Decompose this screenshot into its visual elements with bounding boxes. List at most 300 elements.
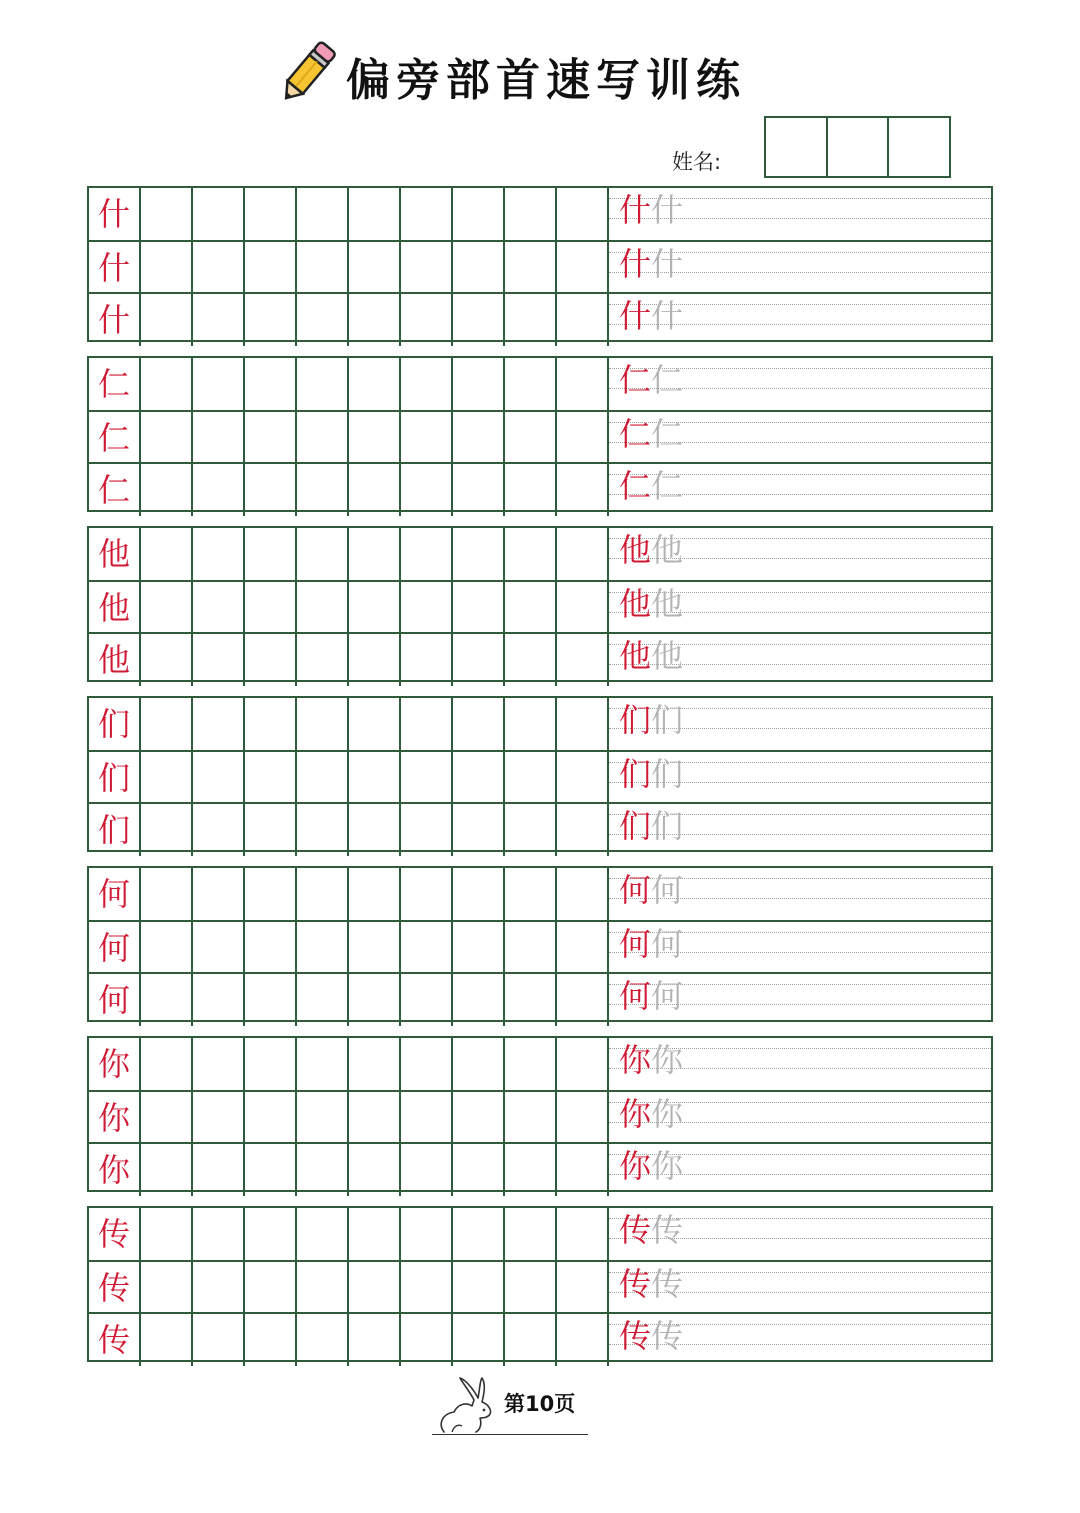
trace-chars [619,415,684,453]
trace-chars [619,361,684,399]
char-block [87,1206,993,1362]
writing-cell[interactable] [193,804,245,856]
writing-cell[interactable] [141,974,193,1026]
writing-cell[interactable] [297,1314,349,1366]
writing-cell[interactable] [557,582,609,634]
example-char: 他 [619,585,652,623]
writing-cell[interactable] [297,464,349,516]
writing-cell[interactable] [349,412,401,464]
writing-cell[interactable] [401,698,453,750]
trace-chars [619,871,684,909]
writing-cell[interactable] [401,242,453,294]
lined-writing-area[interactable] [607,412,991,464]
trace-char: 们 [651,755,684,793]
writing-cell[interactable] [401,528,453,580]
writing-cell[interactable] [193,698,245,750]
writing-cell[interactable] [245,974,297,1026]
writing-cell[interactable] [453,582,505,634]
writing-cell[interactable] [245,804,297,856]
writing-cell[interactable] [505,242,557,294]
writing-cell[interactable] [141,294,193,346]
writing-cell[interactable] [349,1262,401,1314]
writing-cell[interactable] [297,922,349,974]
writing-cell[interactable] [557,1208,609,1260]
example-char: 何 [619,925,652,963]
lined-writing-area[interactable] [607,698,991,750]
writing-cell[interactable] [297,1038,349,1090]
writing-cell[interactable] [297,752,349,804]
writing-cell[interactable] [349,1038,401,1090]
writing-cell[interactable] [505,358,557,410]
writing-cell[interactable] [245,358,297,410]
model-char: 传 [89,1314,141,1366]
trace-char: 何 [651,871,684,909]
writing-cell[interactable] [453,974,505,1026]
practice-row [89,528,991,580]
trace-chars [619,977,684,1015]
lined-writing-area[interactable] [607,1038,991,1090]
practice-row [89,580,991,634]
char-block [87,356,993,512]
lined-writing-area[interactable] [607,752,991,804]
writing-cell[interactable] [349,528,401,580]
writing-cell[interactable] [557,922,609,974]
writing-cell[interactable] [349,752,401,804]
trace-chars [619,1265,684,1303]
lined-writing-area[interactable] [607,464,991,516]
writing-cell[interactable] [297,528,349,580]
model-char: 他 [89,582,141,634]
lined-writing-area[interactable] [607,634,991,686]
writing-cell[interactable] [505,804,557,856]
writing-cell[interactable] [297,634,349,686]
writing-cell[interactable] [557,634,609,686]
trace-char: 们 [651,807,684,845]
writing-cell[interactable] [349,464,401,516]
writing-cell[interactable] [505,922,557,974]
practice-row [89,750,991,804]
writing-cell[interactable] [505,634,557,686]
trace-chars [619,637,684,675]
writing-cell[interactable] [349,804,401,856]
example-char: 传 [619,1317,652,1355]
trace-char: 你 [651,1147,684,1185]
writing-cell[interactable] [505,412,557,464]
writing-cell[interactable] [245,528,297,580]
writing-cell[interactable] [401,868,453,920]
trace-char: 仁 [651,415,684,453]
example-char: 仁 [619,361,652,399]
writing-cell[interactable] [193,242,245,294]
writing-cell[interactable] [193,1038,245,1090]
writing-cell[interactable] [557,528,609,580]
writing-cell[interactable] [245,464,297,516]
trace-char: 何 [651,977,684,1015]
trace-char: 他 [651,531,684,569]
writing-cell[interactable] [297,868,349,920]
writing-cell[interactable] [557,188,609,240]
model-char: 他 [89,634,141,686]
practice-row [89,292,991,346]
writing-cell[interactable] [557,242,609,294]
lined-writing-area[interactable] [607,974,991,1026]
writing-cell[interactable] [453,188,505,240]
example-char: 什 [619,297,652,335]
writing-cell[interactable] [245,582,297,634]
writing-cell[interactable] [245,922,297,974]
writing-cell[interactable] [245,1038,297,1090]
writing-cell[interactable] [245,1262,297,1314]
writing-cell[interactable] [349,698,401,750]
writing-cell[interactable] [453,528,505,580]
trace-chars [619,701,684,739]
writing-cell[interactable] [557,752,609,804]
trace-char: 你 [651,1095,684,1133]
writing-cell[interactable] [349,974,401,1026]
writing-cell[interactable] [401,1208,453,1260]
example-char: 们 [619,701,652,739]
writing-cell[interactable] [193,752,245,804]
writing-cell[interactable] [349,1314,401,1366]
writing-cell[interactable] [297,582,349,634]
trace-char: 他 [651,637,684,675]
writing-cell[interactable] [297,242,349,294]
writing-cell[interactable] [245,294,297,346]
lined-writing-area[interactable] [607,1092,991,1144]
writing-cell[interactable] [401,804,453,856]
writing-cell[interactable] [401,974,453,1026]
writing-cell[interactable] [505,1314,557,1366]
trace-chars [619,467,684,505]
writing-cell[interactable] [141,922,193,974]
writing-cell[interactable] [349,1208,401,1260]
writing-cell[interactable] [453,1262,505,1314]
writing-cell[interactable] [505,464,557,516]
lined-writing-area[interactable] [607,804,991,856]
footer-line [432,1434,588,1435]
writing-cell[interactable] [193,412,245,464]
writing-cell[interactable] [245,752,297,804]
writing-cell[interactable] [141,1262,193,1314]
writing-cell[interactable] [193,1208,245,1260]
trace-char: 什 [651,245,684,283]
writing-cell[interactable] [245,1314,297,1366]
writing-cell[interactable] [505,1144,557,1196]
model-char: 仁 [89,464,141,516]
writing-cell[interactable] [557,358,609,410]
trace-char: 传 [651,1211,684,1249]
writing-cell[interactable] [453,294,505,346]
lined-writing-area[interactable] [607,188,991,240]
model-char: 仁 [89,358,141,410]
writing-cell[interactable] [401,1092,453,1144]
writing-cell[interactable] [193,1314,245,1366]
writing-cell[interactable] [505,1262,557,1314]
writing-cell[interactable] [193,464,245,516]
writing-cell[interactable] [401,582,453,634]
writing-cell[interactable] [401,1262,453,1314]
lined-writing-area[interactable] [607,582,991,634]
lined-writing-area[interactable] [607,1144,991,1196]
trace-char: 们 [651,701,684,739]
example-char: 传 [619,1265,652,1303]
writing-cell[interactable] [557,464,609,516]
example-char: 何 [619,871,652,909]
writing-cell[interactable] [453,752,505,804]
writing-cell[interactable] [505,1092,557,1144]
writing-cell[interactable] [193,868,245,920]
lined-writing-area[interactable] [607,358,991,410]
writing-cell[interactable] [505,974,557,1026]
trace-char: 传 [651,1317,684,1355]
model-char: 仁 [89,412,141,464]
writing-cell[interactable] [297,1092,349,1144]
trace-chars [619,1211,684,1249]
writing-cell[interactable] [401,412,453,464]
char-block [87,186,993,342]
writing-cell[interactable] [193,188,245,240]
trace-chars [619,1041,684,1079]
page-title: 偏旁部首速写训练 [346,55,746,106]
writing-cell[interactable] [141,698,193,750]
writing-cell[interactable] [297,1208,349,1260]
writing-cell[interactable] [505,1208,557,1260]
practice-row [89,1142,991,1196]
trace-chars [619,297,684,335]
name-field[interactable] [764,116,951,178]
writing-cell[interactable] [245,1092,297,1144]
model-char: 传 [89,1208,141,1260]
writing-cell[interactable] [193,528,245,580]
example-char: 传 [619,1211,652,1249]
writing-cell[interactable] [193,974,245,1026]
writing-cell[interactable] [297,412,349,464]
writing-cell[interactable] [193,582,245,634]
writing-cell[interactable] [297,188,349,240]
writing-cell[interactable] [245,188,297,240]
writing-cell[interactable] [557,974,609,1026]
writing-cell[interactable] [401,752,453,804]
trace-chars [619,755,684,793]
writing-cell[interactable] [193,922,245,974]
writing-cell[interactable] [193,1262,245,1314]
trace-chars [619,531,684,569]
writing-cell[interactable] [349,294,401,346]
writing-cell[interactable] [453,804,505,856]
lined-writing-area[interactable] [607,1314,991,1366]
writing-cell[interactable] [245,698,297,750]
trace-char: 什 [651,297,684,335]
practice-row [89,698,991,750]
model-char: 他 [89,528,141,580]
writing-cell[interactable] [245,242,297,294]
writing-cell[interactable] [297,358,349,410]
writing-cell[interactable] [401,1314,453,1366]
model-char: 什 [89,188,141,240]
writing-cell[interactable] [453,358,505,410]
example-char: 什 [619,245,652,283]
writing-cell[interactable] [453,1314,505,1366]
lined-writing-area[interactable] [607,242,991,294]
trace-char: 他 [651,585,684,623]
writing-cell[interactable] [141,464,193,516]
practice-row [89,1312,991,1366]
practice-row [89,632,991,686]
writing-cell[interactable] [141,188,193,240]
example-char: 何 [619,977,652,1015]
writing-cell[interactable] [557,1314,609,1366]
writing-cell[interactable] [349,358,401,410]
lined-writing-area[interactable] [607,868,991,920]
writing-cell[interactable] [141,634,193,686]
practice-row [89,802,991,856]
writing-cell[interactable] [505,698,557,750]
writing-cell[interactable] [141,1038,193,1090]
writing-cell[interactable] [245,1208,297,1260]
writing-cell[interactable] [401,188,453,240]
writing-cell[interactable] [453,1144,505,1196]
writing-cell[interactable] [141,582,193,634]
writing-cell[interactable] [453,242,505,294]
writing-cell[interactable] [349,242,401,294]
lined-writing-area[interactable] [607,922,991,974]
writing-cell[interactable] [557,1262,609,1314]
writing-cell[interactable] [141,1144,193,1196]
writing-cell[interactable] [245,634,297,686]
writing-cell[interactable] [349,582,401,634]
writing-cell[interactable] [193,634,245,686]
writing-cell[interactable] [141,1314,193,1366]
writing-cell[interactable] [453,412,505,464]
trace-chars [619,1095,684,1133]
writing-cell[interactable] [453,922,505,974]
writing-cell[interactable] [193,358,245,410]
writing-cell[interactable] [401,634,453,686]
writing-cell[interactable] [505,188,557,240]
writing-cell[interactable] [401,922,453,974]
writing-cell[interactable] [505,582,557,634]
lined-writing-area[interactable] [607,1208,991,1260]
lined-writing-area[interactable] [607,294,991,346]
writing-cell[interactable] [557,1038,609,1090]
writing-cell[interactable] [141,868,193,920]
writing-cell[interactable] [193,1144,245,1196]
trace-char: 传 [651,1265,684,1303]
writing-cell[interactable] [141,804,193,856]
writing-cell[interactable] [505,1038,557,1090]
practice-row [89,358,991,410]
writing-cell[interactable] [453,1092,505,1144]
writing-cell[interactable] [557,868,609,920]
name-box[interactable] [828,118,890,176]
header [276,36,796,112]
writing-cell[interactable] [453,698,505,750]
example-char: 仁 [619,415,652,453]
writing-cell[interactable] [557,804,609,856]
writing-cell[interactable] [453,634,505,686]
writing-cell[interactable] [505,868,557,920]
writing-cell[interactable] [401,464,453,516]
writing-cell[interactable] [349,1144,401,1196]
lined-writing-area[interactable] [607,528,991,580]
writing-cell[interactable] [141,752,193,804]
writing-cell[interactable] [557,412,609,464]
writing-cell[interactable] [297,1262,349,1314]
practice-row [89,240,991,294]
writing-cell[interactable] [453,464,505,516]
writing-cell[interactable] [453,1208,505,1260]
writing-cell[interactable] [297,804,349,856]
writing-cell[interactable] [193,294,245,346]
page-number: 第10页 [504,1392,576,1416]
writing-cell[interactable] [557,698,609,750]
writing-cell[interactable] [297,974,349,1026]
name-box[interactable] [766,118,828,176]
writing-cell[interactable] [297,294,349,346]
practice-row [89,1208,991,1260]
writing-cell[interactable] [557,1092,609,1144]
example-char: 你 [619,1147,652,1185]
writing-cell[interactable] [505,294,557,346]
writing-cell[interactable] [297,698,349,750]
writing-cell[interactable] [245,412,297,464]
writing-cell[interactable] [557,294,609,346]
writing-cell[interactable] [401,358,453,410]
practice-row [89,972,991,1026]
writing-cell[interactable] [141,1092,193,1144]
writing-cell[interactable] [141,242,193,294]
writing-cell[interactable] [349,868,401,920]
writing-cell[interactable] [557,1144,609,1196]
lined-writing-area[interactable] [607,1262,991,1314]
writing-cell[interactable] [401,1038,453,1090]
writing-cell[interactable] [505,752,557,804]
writing-cell[interactable] [505,528,557,580]
model-char: 什 [89,242,141,294]
practice-row [89,188,991,240]
trace-chars [619,245,684,283]
writing-cell[interactable] [349,188,401,240]
example-char: 仁 [619,467,652,505]
trace-char: 仁 [651,467,684,505]
name-box[interactable] [889,118,949,176]
practice-row [89,868,991,920]
writing-cell[interactable] [401,294,453,346]
writing-cell[interactable] [349,634,401,686]
writing-cell[interactable] [453,1038,505,1090]
writing-cell[interactable] [141,1208,193,1260]
example-char: 他 [619,531,652,569]
model-char: 何 [89,922,141,974]
model-char: 你 [89,1144,141,1196]
writing-cell[interactable] [141,528,193,580]
char-block [87,1036,993,1192]
writing-cell[interactable] [453,868,505,920]
writing-cell[interactable] [141,358,193,410]
writing-cell[interactable] [349,1092,401,1144]
writing-cell[interactable] [349,922,401,974]
writing-cell[interactable] [245,868,297,920]
practice-row [89,1260,991,1314]
pencil-icon [276,36,340,108]
writing-cell[interactable] [193,1092,245,1144]
practice-row [89,1090,991,1144]
writing-cell[interactable] [141,412,193,464]
writing-cell[interactable] [297,1144,349,1196]
writing-cell[interactable] [245,1144,297,1196]
writing-cell[interactable] [401,1144,453,1196]
model-char: 你 [89,1038,141,1090]
